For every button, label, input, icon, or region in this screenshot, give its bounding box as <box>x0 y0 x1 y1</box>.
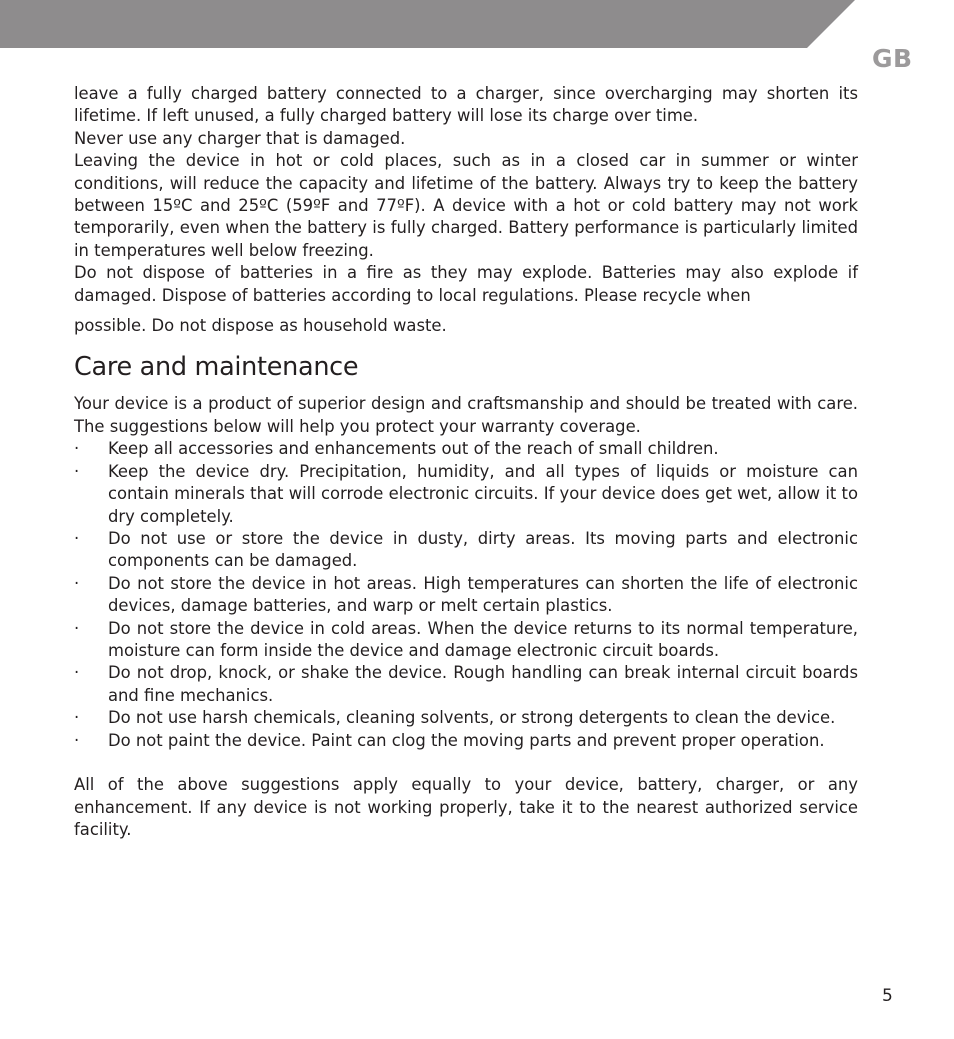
list-item <box>74 461 858 528</box>
care-bullet-list <box>74 438 858 752</box>
bullet-dot: · <box>74 439 80 459</box>
list-item <box>74 707 858 729</box>
page-content <box>74 83 858 842</box>
language-badge: GB <box>872 44 913 73</box>
list-item-text: Do not use or store the device in dusty, dirty areas. Its moving parts and electronic components can be damaged. <box>108 528 858 571</box>
list-item <box>74 662 858 707</box>
list-item-text: Do not paint the device. Paint can clog the moving parts and prevent proper operation. <box>108 730 825 750</box>
intro-paragraph: Never use any charger that is damaged. <box>74 128 406 148</box>
bullet-dot: · <box>74 528 80 548</box>
closing-paragraph: All of the above suggestions apply equally to your device, battery, charger, or any enhancement. If any device is not working properly, take it to the nearest authorized service facility. <box>74 775 858 840</box>
list-item-text: Do not drop, knock, or shake the device. Rough handling can break internal circuit boards and fine mechanics. <box>108 663 858 705</box>
list-item <box>74 573 858 618</box>
intro-paragraph: possible. Do not dispose as household waste. <box>74 316 447 336</box>
intro-paragraph: leave a fully charged battery connected to a charger, since overcharging may shorten its lifetime. If left unused, a fully charged battery will lose its charge over time. <box>74 84 858 126</box>
header-bar <box>0 0 954 48</box>
list-item-text: Do not use harsh chemicals, cleaning solvents, or strong detergents to clean the device. <box>108 708 836 728</box>
bullet-dot: · <box>74 573 80 593</box>
list-item <box>74 528 858 573</box>
section-heading: Care and maintenance <box>74 352 359 383</box>
bullet-dot: · <box>74 730 80 750</box>
care-intro: Your device is a product of superior design and craftsmanship and should be treated with care. The suggestions below will help you protect your warranty coverage. <box>74 394 858 436</box>
list-item <box>74 730 858 752</box>
intro-paragraph: Do not dispose of batteries in a fire as they may explode. Batteries may also explode if damaged. Dispose of batteries according to local regulations. Please recycle when <box>74 263 858 305</box>
bullet-dot: · <box>74 461 80 481</box>
bullet-dot: · <box>74 708 80 728</box>
list-item <box>74 618 858 663</box>
list-item-text: Do not store the device in cold areas. When the device returns to its normal temperature, moisture can form inside the device and damage electronic circuit boards. <box>108 618 858 660</box>
list-item <box>74 438 858 460</box>
page-number: 5 <box>882 986 893 1006</box>
header-bar-shape <box>0 0 855 48</box>
bullet-dot: · <box>74 618 80 638</box>
list-item-text: Do not store the device in hot areas. High temperatures can shorten the life of electronic devices, damage batteries, and warp or melt certain plastics. <box>108 573 858 616</box>
bullet-dot: · <box>74 663 80 683</box>
intro-paragraph: Leaving the device in hot or cold places, such as in a closed car in summer or winter conditions, will reduce the capacity and lifetime of the battery. Always try to keep the battery between 15ºC and 25ºC (59ºF and 77ºF). A device with a hot or cold battery may not work temporarily, even when the battery is fully charged. Battery performance is particularly limited in temperatures well below freezing. <box>74 151 858 260</box>
list-item-text: Keep all accessories and enhancements out of the reach of small children. <box>108 439 719 459</box>
list-item-text: Keep the device dry. Precipitation, humidity, and all types of liquids or moisture can contain minerals that will corrode electronic circuits. If your device does get wet, allow it to dry completely. <box>108 461 858 526</box>
